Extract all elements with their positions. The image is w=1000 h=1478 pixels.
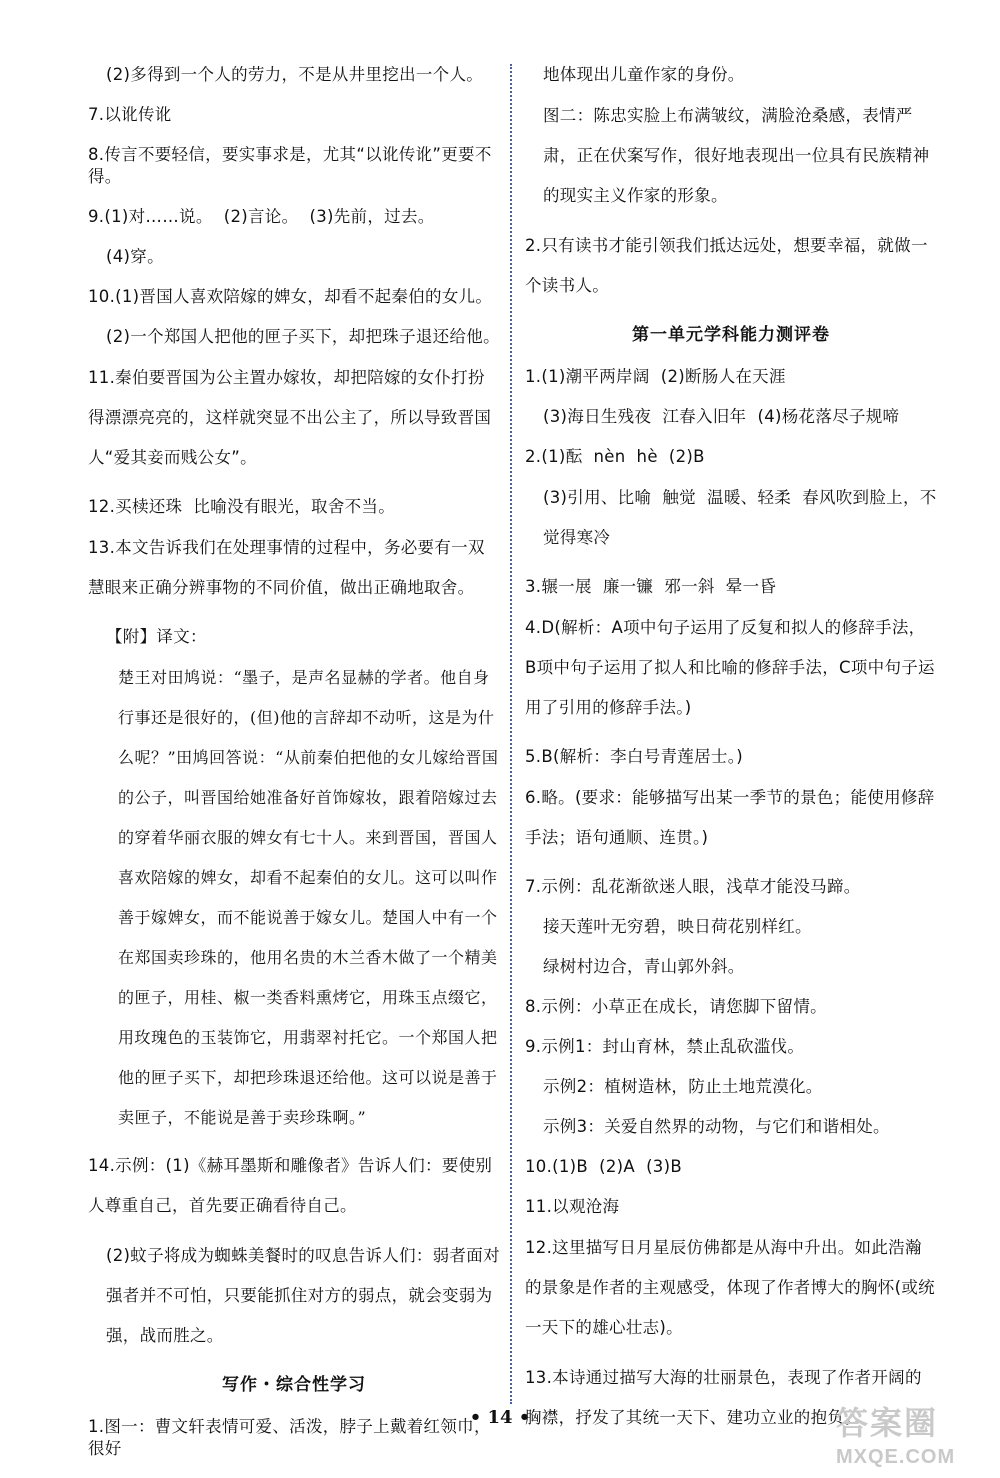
answer-line: 13.本诗通过描写大海的壮丽景色，表现了作者开阔的胸襟，抒发了其统一天下、建功立业的抱负。 (525, 1368, 922, 1427)
answer-line: 示例3：关爱自然界的动物，与它们和谐相处。 (543, 1117, 890, 1136)
answer-line: 4.D(解析：A项中句子运用了反复和拟人的修辞手法，B项中句子运用了拟人和比喻的修辞手法，C项中句子运用了引用的修辞手法。) (525, 618, 935, 717)
right-column (525, 64, 937, 1456)
answer-line: 13.本文告诉我们在处理事情的过程中，务必要有一双慧眼来正确分辨事物的不同价值，做出正确地取舍。 (88, 538, 485, 597)
left-column (88, 64, 500, 1478)
page-number: • 14 • (469, 1407, 531, 1428)
answer-line: 绿树村边合，青山郭外斜。 (543, 957, 745, 976)
answer-line: 7.示例：乱花渐欲迷人眼，浅草才能没马蹄。 (525, 877, 861, 896)
answer-line: 示例2：植树造林，防止土地荒漠化。 (543, 1077, 823, 1096)
answer-line: 8.示例：小草正在成长，请您脚下留情。 (525, 997, 827, 1016)
answer-line: 7.以讹传讹 (88, 105, 172, 124)
answer-line: 12.买椟还珠 比喻没有眼光，取舍不当。 (88, 497, 396, 516)
answer-line: 1.图一：曹文轩表情可爱、活泼，脖子上戴着红领巾，很好 (88, 1417, 491, 1458)
answer-line: (4)穿。 (106, 247, 164, 266)
section-heading: 第一单元学科能力测评卷 (632, 325, 830, 345)
translation-text: 楚王对田鸠说：“墨子，是声名显赫的学者。他自身行事还是很好的，(但)他的言辞却不动听，这是为什么呢？”田鸠回答说：“从前秦伯把他的女儿嫁给晋国的公子，叫晋国给她准备好首饰嫁妆，跟着陪嫁过去的穿着华丽衣服的婢女有七十人。来到晋国，晋国人喜欢陪嫁的婢女，却看不起秦伯的女儿。这可以叫作善于嫁婢女，而不能说善于嫁女儿。楚国人中有一个在郑国卖珍珠的，他用名贵的木兰香木做了一个精美的匣子，用桂、椒一类香料熏烤它，用珠玉点缀它，用玫瑰色的玉装饰它，用翡翠衬托它。一个郑国人把他的匣子买下，却把珍珠退还给他。这可以说是善于卖匣子，不能说是善于卖珍珠啊。” (118, 668, 499, 1127)
column-divider (510, 64, 512, 1404)
answer-line: (2)一个郑国人把他的匣子买下，却把珠子退还给他。 (106, 327, 500, 346)
section-heading: 写作・综合性学习 (222, 1375, 366, 1395)
answer-line: 3.辗一展 廉一镰 邪一斜 晕一昏 (525, 577, 777, 596)
answer-line: 接天莲叶无穷碧，映日荷花别样红。 (543, 917, 812, 936)
answer-line: 2.(1)酝 nèn hè (2)B (525, 447, 705, 466)
answer-line: (2)多得到一个人的劳力，不是从井里挖出一个人。 (106, 65, 484, 84)
watermark-logo (836, 1398, 986, 1468)
answer-line: (2)蚊子将成为蜘蛛美餐时的叹息告诉人们：弱者面对强者并不可怕，只要能抓住对方的弱点，就会变弱为强，战而胜之。 (106, 1246, 500, 1345)
answer-line: 5.B(解析：李白号青莲居士。) (525, 747, 743, 766)
answer-line: 9.示例1：封山育林，禁止乱砍滥伐。 (525, 1037, 805, 1056)
answer-line: 9.(1)对……说。 (2)言论。 (3)先前，过去。 (88, 207, 435, 226)
answer-line: 14.示例：(1)《赫耳墨斯和雕像者》告诉人们：要使别人尊重自己，首先要正确看待自己。 (88, 1156, 493, 1215)
answer-line: 6.略。(要求：能够描写出某一季节的景色；能使用修辞手法；语句通顺、连贯。) (525, 788, 935, 847)
answer-line: 地体现出儿童作家的身份。 (543, 65, 745, 84)
answer-line: 2.只有读书才能引领我们抵达远处，想要幸福，就做一个读书人。 (525, 236, 928, 295)
answer-line: 10.(1)B (2)A (3)B (525, 1157, 682, 1176)
answer-line: (3)海日生残夜 江春入旧年 (4)杨花落尽子规啼 (543, 407, 900, 426)
answer-line: 10.(1)晋国人喜欢陪嫁的婢女，却看不起秦伯的女儿。 (88, 287, 493, 306)
translation-label: 【附】译文： (106, 627, 207, 646)
answer-line: 11.秦伯要晋国为公主置办嫁妆，却把陪嫁的女仆打扮得漂漂亮亮的，这样就突显不出公主了，所以导致晋国人“爱其妾而贱公女”。 (88, 368, 492, 467)
answer-line: 8.传言不要轻信，要实事求是，尤其“以讹传讹”更要不得。 (88, 145, 492, 186)
answer-line: 图二：陈忠实脸上布满皱纹，满脸沧桑感，表情严肃，正在伏案写作，很好地表现出一位具有民族精神的现实主义作家的形象。 (543, 106, 930, 205)
answer-line: 12.这里描写日月星辰仿佛都是从海中升出。如此浩瀚的景象是作者的主观感受，体现了作者博大的胸怀(或统一天下的雄心壮志)。 (525, 1238, 935, 1337)
answer-line: (3)引用、比喻 触觉 温暖、轻柔 春风吹到脸上，不觉得寒冷 (543, 488, 937, 547)
watermark-url: MXQE.COM (836, 1446, 956, 1468)
answer-line: 1.(1)潮平两岸阔 (2)断肠人在天涯 (525, 367, 786, 386)
watermark-main: 答案圈 (836, 1405, 939, 1441)
answer-line: 11.以观沧海 (525, 1197, 620, 1216)
